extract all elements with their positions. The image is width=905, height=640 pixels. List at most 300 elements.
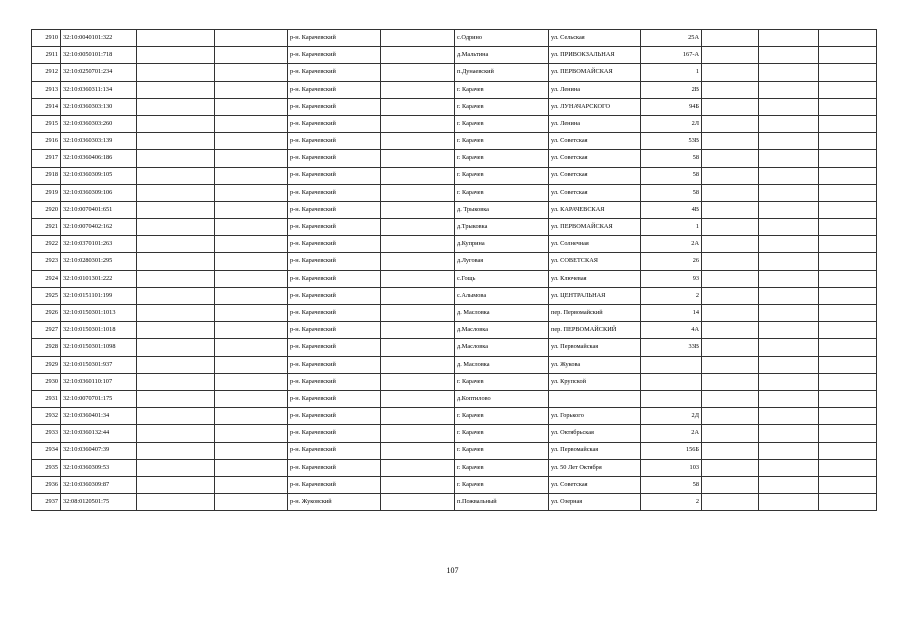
- empty-cell: [702, 425, 759, 442]
- empty-cell: [819, 64, 877, 81]
- street-cell: ул. 50 Лет Октября: [549, 459, 641, 476]
- locality-cell: д.Куприна: [455, 236, 549, 253]
- locality-cell: д.Мальтина: [455, 47, 549, 64]
- empty-cell: [215, 494, 288, 511]
- table-row: [32, 133, 877, 150]
- row-number-cell: 2916: [32, 133, 61, 150]
- empty-cell: [381, 270, 455, 287]
- locality-cell: с.Гощь: [455, 270, 549, 287]
- table-row: [32, 270, 877, 287]
- house-number-cell: 58: [641, 184, 702, 201]
- empty-cell: [702, 356, 759, 373]
- house-number-cell: 2А: [641, 425, 702, 442]
- empty-cell: [702, 167, 759, 184]
- house-number-cell: 1: [641, 64, 702, 81]
- empty-cell: [702, 150, 759, 167]
- empty-cell: [215, 167, 288, 184]
- empty-cell: [215, 150, 288, 167]
- empty-cell: [759, 133, 819, 150]
- empty-cell: [759, 442, 819, 459]
- empty-cell: [819, 30, 877, 47]
- cadastral-number-cell: 32:10:0360401:34: [61, 408, 137, 425]
- row-number-cell: 2912: [32, 64, 61, 81]
- empty-cell: [759, 98, 819, 115]
- district-cell: р-н. Карачевский: [288, 150, 381, 167]
- empty-cell: [215, 98, 288, 115]
- empty-cell: [819, 253, 877, 270]
- row-number-cell: 2919: [32, 184, 61, 201]
- empty-cell: [215, 373, 288, 390]
- empty-cell: [215, 425, 288, 442]
- street-cell: ул. Советская: [549, 476, 641, 493]
- empty-cell: [381, 236, 455, 253]
- empty-cell: [702, 253, 759, 270]
- empty-cell: [819, 356, 877, 373]
- registry-table-body: [32, 30, 877, 511]
- district-cell: р-н. Карачевский: [288, 339, 381, 356]
- table-row: [32, 184, 877, 201]
- row-number-cell: 2936: [32, 476, 61, 493]
- house-number-cell: 25А: [641, 30, 702, 47]
- cadastral-number-cell: 32:10:0250701:234: [61, 64, 137, 81]
- cadastral-number-cell: 32:10:0150301:1013: [61, 305, 137, 322]
- empty-cell: [137, 390, 215, 407]
- street-cell: ул. Озерная: [549, 494, 641, 511]
- district-cell: р-н. Карачевский: [288, 133, 381, 150]
- cadastral-number-cell: 32:10:0070402:162: [61, 219, 137, 236]
- cadastral-number-cell: 32:10:0150301:1018: [61, 322, 137, 339]
- empty-cell: [381, 442, 455, 459]
- locality-cell: д. Масловка: [455, 356, 549, 373]
- empty-cell: [702, 287, 759, 304]
- empty-cell: [759, 390, 819, 407]
- street-cell: ул. ПЕРВОМАЙСКАЯ: [549, 64, 641, 81]
- empty-cell: [759, 476, 819, 493]
- row-number-cell: 2915: [32, 115, 61, 132]
- house-number-cell: 2Д: [641, 408, 702, 425]
- empty-cell: [702, 390, 759, 407]
- table-row: [32, 494, 877, 511]
- empty-cell: [381, 150, 455, 167]
- street-cell: ул. Крупской: [549, 373, 641, 390]
- empty-cell: [759, 115, 819, 132]
- row-number-cell: 2925: [32, 287, 61, 304]
- house-number-cell: 2Л: [641, 115, 702, 132]
- district-cell: р-н. Карачевский: [288, 98, 381, 115]
- empty-cell: [215, 81, 288, 98]
- empty-cell: [137, 150, 215, 167]
- empty-cell: [215, 64, 288, 81]
- table-row: [32, 408, 877, 425]
- empty-cell: [381, 494, 455, 511]
- empty-cell: [137, 287, 215, 304]
- empty-cell: [759, 150, 819, 167]
- cadastral-number-cell: 32:10:0360407:39: [61, 442, 137, 459]
- empty-cell: [819, 47, 877, 64]
- empty-cell: [819, 167, 877, 184]
- empty-cell: [759, 459, 819, 476]
- district-cell: р-н. Карачевский: [288, 270, 381, 287]
- empty-cell: [819, 425, 877, 442]
- district-cell: р-н. Карачевский: [288, 356, 381, 373]
- locality-cell: г. Карачев: [455, 442, 549, 459]
- district-cell: р-н. Карачевский: [288, 476, 381, 493]
- empty-cell: [137, 219, 215, 236]
- empty-cell: [381, 459, 455, 476]
- locality-cell: д.Масловка: [455, 322, 549, 339]
- empty-cell: [819, 81, 877, 98]
- house-number-cell: 14: [641, 305, 702, 322]
- empty-cell: [215, 133, 288, 150]
- empty-cell: [215, 408, 288, 425]
- empty-cell: [759, 219, 819, 236]
- empty-cell: [215, 270, 288, 287]
- empty-cell: [137, 133, 215, 150]
- cadastral-number-cell: 32:08:0120501:75: [61, 494, 137, 511]
- empty-cell: [819, 322, 877, 339]
- empty-cell: [702, 270, 759, 287]
- street-cell: ул. Жукова: [549, 356, 641, 373]
- cadastral-number-cell: 32:10:0360309:87: [61, 476, 137, 493]
- empty-cell: [759, 184, 819, 201]
- registry-table: [31, 29, 877, 511]
- empty-cell: [137, 115, 215, 132]
- house-number-cell: 4В: [641, 201, 702, 218]
- empty-cell: [819, 494, 877, 511]
- empty-cell: [381, 184, 455, 201]
- empty-cell: [137, 64, 215, 81]
- house-number-cell: 58: [641, 476, 702, 493]
- street-cell: [549, 390, 641, 407]
- empty-cell: [215, 476, 288, 493]
- empty-cell: [381, 98, 455, 115]
- cadastral-number-cell: 32:10:0360303:139: [61, 133, 137, 150]
- cadastral-number-cell: 32:10:0360110:107: [61, 373, 137, 390]
- cadastral-number-cell: 32:10:0360406:186: [61, 150, 137, 167]
- locality-cell: с.Алымова: [455, 287, 549, 304]
- street-cell: ул. ПЕРВОМАЙСКАЯ: [549, 219, 641, 236]
- row-number-cell: 2910: [32, 30, 61, 47]
- empty-cell: [759, 287, 819, 304]
- table-row: [32, 442, 877, 459]
- house-number-cell: 2А: [641, 236, 702, 253]
- empty-cell: [215, 339, 288, 356]
- table-row: [32, 30, 877, 47]
- district-cell: р-н. Карачевский: [288, 425, 381, 442]
- locality-cell: г. Карачев: [455, 133, 549, 150]
- cadastral-number-cell: 32:10:0151101:199: [61, 287, 137, 304]
- locality-cell: г. Карачев: [455, 115, 549, 132]
- locality-cell: д. Трыковка: [455, 201, 549, 218]
- house-number-cell: 4А: [641, 322, 702, 339]
- empty-cell: [759, 408, 819, 425]
- row-number-cell: 2913: [32, 81, 61, 98]
- cadastral-number-cell: 32:10:0360309:106: [61, 184, 137, 201]
- district-cell: р-н. Карачевский: [288, 167, 381, 184]
- empty-cell: [819, 408, 877, 425]
- empty-cell: [819, 442, 877, 459]
- empty-cell: [759, 236, 819, 253]
- empty-cell: [819, 150, 877, 167]
- empty-cell: [759, 64, 819, 81]
- empty-cell: [137, 184, 215, 201]
- empty-cell: [381, 356, 455, 373]
- locality-cell: г. Карачев: [455, 184, 549, 201]
- empty-cell: [215, 184, 288, 201]
- empty-cell: [215, 390, 288, 407]
- empty-cell: [759, 167, 819, 184]
- house-number-cell: [641, 390, 702, 407]
- table-row: [32, 115, 877, 132]
- empty-cell: [759, 356, 819, 373]
- empty-cell: [819, 270, 877, 287]
- table-row: [32, 236, 877, 253]
- empty-cell: [215, 115, 288, 132]
- empty-cell: [702, 408, 759, 425]
- locality-cell: г. Карачев: [455, 425, 549, 442]
- empty-cell: [819, 219, 877, 236]
- empty-cell: [381, 339, 455, 356]
- street-cell: ул. Первомайская: [549, 442, 641, 459]
- empty-cell: [215, 442, 288, 459]
- empty-cell: [381, 408, 455, 425]
- empty-cell: [215, 305, 288, 322]
- empty-cell: [381, 64, 455, 81]
- cadastral-number-cell: 32:10:0360309:53: [61, 459, 137, 476]
- house-number-cell: 93: [641, 270, 702, 287]
- table-row: [32, 150, 877, 167]
- locality-cell: д.Масловка: [455, 339, 549, 356]
- house-number-cell: 103: [641, 459, 702, 476]
- row-number-cell: 2917: [32, 150, 61, 167]
- empty-cell: [215, 236, 288, 253]
- empty-cell: [215, 287, 288, 304]
- empty-cell: [381, 47, 455, 64]
- district-cell: р-н. Карачевский: [288, 442, 381, 459]
- table-row: [32, 81, 877, 98]
- locality-cell: г. Карачев: [455, 98, 549, 115]
- district-cell: р-н. Карачевский: [288, 373, 381, 390]
- district-cell: р-н. Карачевский: [288, 287, 381, 304]
- table-row: [32, 476, 877, 493]
- district-cell: р-н. Карачевский: [288, 201, 381, 218]
- house-number-cell: 2В: [641, 81, 702, 98]
- house-number-cell: 167-А: [641, 47, 702, 64]
- table-row: [32, 459, 877, 476]
- street-cell: ул. Первомайская: [549, 339, 641, 356]
- district-cell: р-н. Карачевский: [288, 253, 381, 270]
- empty-cell: [819, 236, 877, 253]
- empty-cell: [381, 373, 455, 390]
- empty-cell: [819, 339, 877, 356]
- street-cell: ул. ЦЕНТРАЛЬНАЯ: [549, 287, 641, 304]
- locality-cell: г. Карачев: [455, 167, 549, 184]
- empty-cell: [381, 219, 455, 236]
- table-row: [32, 253, 877, 270]
- row-number-cell: 2920: [32, 201, 61, 218]
- empty-cell: [215, 201, 288, 218]
- cadastral-number-cell: 32:10:0280301:295: [61, 253, 137, 270]
- empty-cell: [215, 253, 288, 270]
- cadastral-number-cell: 32:10:0150301:1098: [61, 339, 137, 356]
- locality-cell: п.Дунаевский: [455, 64, 549, 81]
- empty-cell: [215, 356, 288, 373]
- street-cell: ул. КАРАЧЕВСКАЯ: [549, 201, 641, 218]
- empty-cell: [137, 253, 215, 270]
- street-cell: ул. Советская: [549, 133, 641, 150]
- empty-cell: [819, 115, 877, 132]
- cadastral-number-cell: 32:10:0050101:718: [61, 47, 137, 64]
- district-cell: р-н. Карачевский: [288, 459, 381, 476]
- district-cell: р-н. Жуковский: [288, 494, 381, 511]
- empty-cell: [819, 459, 877, 476]
- empty-cell: [759, 339, 819, 356]
- empty-cell: [702, 476, 759, 493]
- empty-cell: [137, 322, 215, 339]
- house-number-cell: 33В: [641, 339, 702, 356]
- empty-cell: [702, 30, 759, 47]
- empty-cell: [137, 476, 215, 493]
- district-cell: р-н. Карачевский: [288, 322, 381, 339]
- empty-cell: [702, 81, 759, 98]
- table-row: [32, 64, 877, 81]
- row-number-cell: 2923: [32, 253, 61, 270]
- table-row: [32, 339, 877, 356]
- empty-cell: [819, 98, 877, 115]
- empty-cell: [702, 64, 759, 81]
- street-cell: ул. ЛУНАЧАРСКОГО: [549, 98, 641, 115]
- cadastral-number-cell: 32:10:0370101:263: [61, 236, 137, 253]
- empty-cell: [137, 201, 215, 218]
- empty-cell: [702, 236, 759, 253]
- empty-cell: [381, 30, 455, 47]
- empty-cell: [137, 339, 215, 356]
- empty-cell: [702, 47, 759, 64]
- empty-cell: [137, 425, 215, 442]
- empty-cell: [759, 30, 819, 47]
- district-cell: р-н. Карачевский: [288, 81, 381, 98]
- empty-cell: [215, 47, 288, 64]
- district-cell: р-н. Карачевский: [288, 184, 381, 201]
- row-number-cell: 2928: [32, 339, 61, 356]
- street-cell: ул. Ленина: [549, 115, 641, 132]
- table-row: [32, 305, 877, 322]
- house-number-cell: 58: [641, 167, 702, 184]
- empty-cell: [759, 425, 819, 442]
- empty-cell: [137, 47, 215, 64]
- district-cell: р-н. Карачевский: [288, 219, 381, 236]
- locality-cell: с.Одрино: [455, 30, 549, 47]
- house-number-cell: 156Б: [641, 442, 702, 459]
- cadastral-number-cell: 32:10:0360311:134: [61, 81, 137, 98]
- table-row: [32, 219, 877, 236]
- table-row: [32, 390, 877, 407]
- locality-cell: д.Коптилово: [455, 390, 549, 407]
- empty-cell: [381, 305, 455, 322]
- empty-cell: [702, 494, 759, 511]
- row-number-cell: 2924: [32, 270, 61, 287]
- empty-cell: [759, 270, 819, 287]
- row-number-cell: 2933: [32, 425, 61, 442]
- row-number-cell: 2937: [32, 494, 61, 511]
- locality-cell: д.Трыковка: [455, 219, 549, 236]
- cadastral-number-cell: 32:10:0040101:322: [61, 30, 137, 47]
- empty-cell: [759, 305, 819, 322]
- street-cell: ул. Солнечная: [549, 236, 641, 253]
- district-cell: р-н. Карачевский: [288, 408, 381, 425]
- locality-cell: г. Карачев: [455, 150, 549, 167]
- house-number-cell: [641, 373, 702, 390]
- empty-cell: [215, 322, 288, 339]
- cadastral-number-cell: 32:10:0360303:260: [61, 115, 137, 132]
- empty-cell: [702, 184, 759, 201]
- district-cell: р-н. Карачевский: [288, 236, 381, 253]
- house-number-cell: 58: [641, 150, 702, 167]
- locality-cell: п.Пожвальный: [455, 494, 549, 511]
- empty-cell: [819, 476, 877, 493]
- empty-cell: [381, 115, 455, 132]
- row-number-cell: 2918: [32, 167, 61, 184]
- empty-cell: [381, 390, 455, 407]
- house-number-cell: [641, 356, 702, 373]
- row-number-cell: 2935: [32, 459, 61, 476]
- locality-cell: г. Карачев: [455, 459, 549, 476]
- empty-cell: [819, 373, 877, 390]
- empty-cell: [702, 373, 759, 390]
- page-number: 107: [446, 566, 459, 575]
- empty-cell: [381, 167, 455, 184]
- empty-cell: [137, 98, 215, 115]
- empty-cell: [702, 219, 759, 236]
- empty-cell: [819, 305, 877, 322]
- empty-cell: [137, 167, 215, 184]
- row-number-cell: 2922: [32, 236, 61, 253]
- empty-cell: [819, 390, 877, 407]
- empty-cell: [381, 201, 455, 218]
- street-cell: ул. СОВЕТСКАЯ: [549, 253, 641, 270]
- empty-cell: [381, 425, 455, 442]
- empty-cell: [759, 322, 819, 339]
- empty-cell: [381, 476, 455, 493]
- empty-cell: [819, 184, 877, 201]
- empty-cell: [702, 305, 759, 322]
- cadastral-number-cell: 32:10:0360132:44: [61, 425, 137, 442]
- empty-cell: [702, 442, 759, 459]
- street-cell: пер. ПЕРВОМАЙСКИЙ: [549, 322, 641, 339]
- empty-cell: [819, 287, 877, 304]
- empty-cell: [137, 30, 215, 47]
- cadastral-number-cell: 32:10:0150301:937: [61, 356, 137, 373]
- street-cell: ул. Октябрьская: [549, 425, 641, 442]
- locality-cell: д.Луговая: [455, 253, 549, 270]
- locality-cell: г. Карачев: [455, 81, 549, 98]
- street-cell: ул. Горького: [549, 408, 641, 425]
- house-number-cell: 94Б: [641, 98, 702, 115]
- empty-cell: [759, 253, 819, 270]
- empty-cell: [702, 322, 759, 339]
- row-number-cell: 2914: [32, 98, 61, 115]
- empty-cell: [819, 133, 877, 150]
- street-cell: ул. ПРИВОКЗАЛЬНАЯ: [549, 47, 641, 64]
- empty-cell: [137, 442, 215, 459]
- row-number-cell: 2932: [32, 408, 61, 425]
- street-cell: ул. Советская: [549, 184, 641, 201]
- table-row: [32, 167, 877, 184]
- empty-cell: [137, 81, 215, 98]
- district-cell: р-н. Карачевский: [288, 390, 381, 407]
- empty-cell: [819, 201, 877, 218]
- district-cell: р-н. Карачевский: [288, 47, 381, 64]
